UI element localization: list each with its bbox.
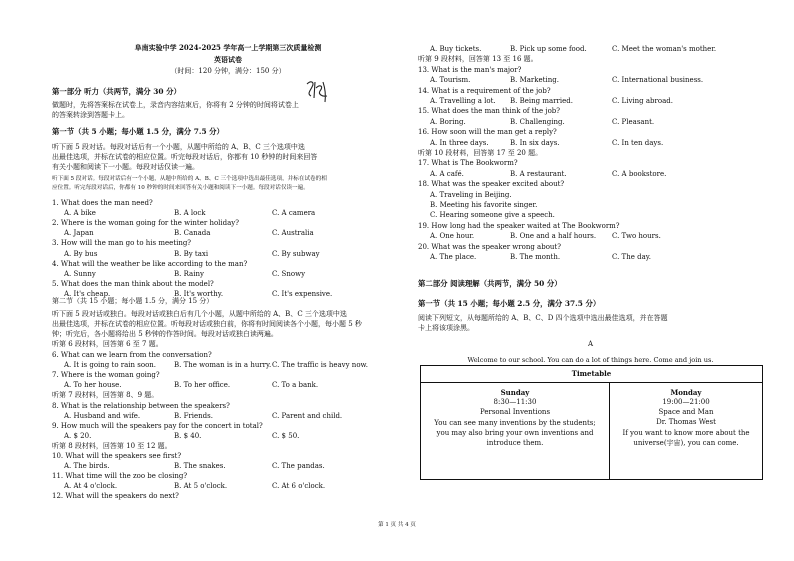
answer-option: C. Pleasant. [612, 117, 655, 126]
answer-option: A. Japan [64, 229, 94, 238]
answer-option: A. Husband and wife. [64, 411, 141, 420]
answer-option: A. Travelling a lot. [430, 97, 496, 105]
handwritten-signature [303, 78, 333, 106]
question-stem: 12. What will the speakers do next? [52, 492, 179, 501]
answer-option: A. A café. [430, 169, 464, 178]
page-footer: 第 1 页 共 4 页 [378, 522, 416, 528]
section1-heading: 第一节（共 5 小题；每小题 1.5 分，满分 7.5 分） [52, 127, 224, 136]
answer-option: B. A restaurant. [510, 169, 567, 178]
question-stem: 15. What does the man think of the job? [418, 107, 561, 116]
question-stem: 18. What was the speaker excited about? [418, 180, 565, 189]
answer-option: A. Traveling in Beijing. [430, 190, 512, 199]
answer-option: A. It is going to rain soon. [64, 361, 157, 370]
answer-option: B. Rainy [174, 269, 204, 278]
reading-section1-heading: 第一节（共 15 小题；每小题 2.5 分，满分 37.5 分） [418, 299, 601, 308]
answer-option: C. A camera [272, 209, 316, 218]
answer-option: A. To her house. [64, 381, 122, 390]
section1-instruction: 应位置。听完每段对话后，你都有 10 秒钟的时间来回答有关小题和阅读下一小题。每段对话仅读一遍。 [52, 185, 309, 191]
answer-option: B. At 5 o'clock. [174, 482, 228, 491]
answer-option: B. Pick up some food. [510, 45, 587, 53]
answer-option: C. The day. [612, 253, 652, 261]
answer-option: C. Living abroad. [612, 97, 673, 105]
question-stem: 7. Where is the woman going? [52, 371, 160, 380]
reading-instruction: 阅读下列短文，从每题所给的 A、B、C、D 四个选项中选出最佳选项，并在答题 [418, 314, 668, 322]
sunday-event: Personal Inventions [479, 408, 551, 416]
answer-option: C. It's expensive. [272, 289, 333, 298]
question-stem: 8. What is the relationship between the speakers? [52, 401, 230, 410]
section1-instruction: 出最佳选项，并标在试卷的相应位置。听完每段对话后，你都有 10 秒钟的时间来回答 [52, 153, 318, 161]
sunday-desc: You can see many inventions by the students; [434, 419, 596, 427]
answer-option: A. It's cheap. [64, 289, 111, 298]
question-stem: 13. What is the man's major? [418, 65, 522, 74]
question-stem: 20. What was the speaker wrong about? [418, 242, 561, 251]
part1-instruction: 做题时，先将答案标在试卷上，录音内容结束后，你将有 2 分钟的时间将试卷上 [52, 101, 299, 109]
section1-instruction: 有关小题和阅读下一小题。每段对话仅读一遍。 [52, 163, 199, 171]
sunday-desc: you may also bring your own inventions and [436, 429, 594, 437]
section2-instruction: 听第 6 段材料，回答第 6 至 7 题。 [52, 340, 163, 348]
reading-instruction: 卡上将该项涂黑。 [418, 324, 474, 332]
answer-option: C. To a bank. [272, 381, 319, 390]
question-stem: 9. How much will the speakers pay for the concert in total? [52, 421, 263, 430]
monday-desc: universe(宇宙), you can come. [633, 439, 739, 447]
answer-option: B. The snakes. [174, 462, 226, 471]
answer-option: B. Marketing. [510, 76, 559, 85]
answer-option: A. Sunny [64, 269, 96, 278]
answer-option: B. Meeting his favorite singer. [430, 201, 538, 209]
question-stem: 17. What is The Bookworm? [418, 159, 518, 168]
answer-option: C. At 6 o'clock. [272, 482, 326, 491]
monday-event: Space and Man [658, 408, 714, 416]
answer-option: B. Friends. [174, 411, 213, 420]
section2-heading: 第二节（共 15 小题；每小题 1.5 分，满分 15 分） [52, 297, 214, 305]
answer-option: C. Snowy [272, 269, 306, 278]
section1-instruction: 听下面 5 段对话。每段对话后有一个小题，从题中所给的 A、B、C 三个选项中选出最佳选项，并标在试卷的相 [52, 176, 327, 182]
material-note: 听第 8 段材料，回答第 10 至 12 题。 [52, 441, 172, 450]
passage-intro: Welcome to our school. You can do a lot of things here. Come and join us. [467, 356, 714, 364]
answer-option: A. One hour. [430, 232, 475, 241]
sunday-desc: introduce them. [486, 439, 544, 447]
answer-option: C. Two hours. [612, 232, 661, 241]
answer-option: A. The birds. [64, 462, 110, 471]
material-note: 听第 10 段材料，回答第 17 至 20 题。 [418, 149, 543, 157]
timetable-title: Timetable [571, 369, 612, 378]
section2-instruction: 出最佳选项，并标在试卷的相应位置。听每段对话或独白前，你将有时间阅读各个小题，每小题 5 秒 [52, 320, 362, 328]
answer-option: A. A bike [64, 209, 96, 218]
passage-letter: A [587, 340, 594, 348]
monday-speaker: Dr. Thomas West [656, 418, 716, 426]
timetable [420, 365, 763, 480]
monday-time: 19:00—21:00 [662, 398, 710, 406]
question-stem: 4. What will the weather be like according to the man? [52, 259, 248, 268]
question-stem: 14. What is a requirement of the job? [418, 86, 551, 95]
answer-option: B. A lock [174, 209, 206, 218]
question-stem: 3. How will the man go to his meeting? [52, 239, 192, 248]
answer-option: C. International business. [612, 76, 704, 85]
answer-option: C. Parent and child. [272, 411, 343, 420]
answer-option: C. $ 50. [272, 431, 300, 440]
answer-option: B. It's worthy. [174, 289, 224, 298]
question-stem: 5. What does the man think about the model? [52, 279, 214, 288]
question-stem: 1. What does the man need? [52, 199, 153, 207]
answer-option: C. Hearing someone give a speech. [430, 211, 555, 220]
answer-option: C. Australia [272, 229, 314, 238]
answer-option: B. Canada [174, 229, 211, 238]
answer-option: B. One and a half hours. [510, 232, 597, 241]
sunday-day: Sunday [500, 388, 530, 397]
answer-option: A. Boring. [430, 117, 466, 126]
exam-subtitle: 英语试卷 [214, 55, 242, 64]
material-note: 听第 7 段材料，回答第 8、9 题。 [52, 391, 159, 400]
monday-desc: If you want to know more about the [622, 429, 750, 437]
answer-option: B. Challenging. [510, 117, 565, 126]
question-stem: 2. Where is the woman going for the winter holiday? [52, 219, 240, 228]
section2-instruction: 听下面 5 段对话或独白。每段对话或独白后有几个小题，从题中所给的 A、B、C 三个选项中选 [52, 310, 347, 318]
answer-option: A. At 4 o'clock. [64, 482, 118, 491]
answer-option: B. Being married. [510, 97, 573, 105]
section2-instruction: 钟；听完后，各小题将给出 5 秒钟的作答时间。每段对话或独白读两遍。 [52, 330, 278, 338]
part1-instruction: 的答案转涂到答题卡上。 [52, 111, 129, 119]
answer-option: B. To her office. [174, 381, 231, 390]
answer-option: C. In ten days. [612, 138, 664, 147]
answer-option: B. $ 40. [174, 431, 202, 440]
time-info: （时间：120 分钟，满分：150 分） [170, 67, 286, 75]
answer-option: A. $ 20. [64, 431, 92, 440]
part1-heading: 第一部分 听力（共两节，满分 30 分） [52, 87, 181, 96]
answer-option: C. Meet the woman's mother. [612, 45, 717, 53]
answer-option: B. In six days. [510, 138, 560, 147]
answer-option: A. Buy tickets. [430, 45, 482, 53]
answer-option: B. The month. [510, 253, 561, 261]
timetable-header [421, 366, 762, 383]
answer-option: B. The woman is in a hurry. [174, 361, 272, 370]
sunday-time: 8:30—11:30 [493, 398, 537, 406]
answer-option: C. The pandas. [272, 462, 325, 471]
question-stem: 16. How soon will the man get a reply? [418, 128, 557, 137]
part2-heading: 第二部分 阅读理解（共两节，满分 50 分） [418, 279, 562, 288]
answer-option: C. A bookstore. [612, 169, 667, 178]
exam-title: 阜南实验中学 2024-2025 学年高一上学期第三次质量检测 [134, 43, 322, 52]
question-stem: 11. What time will the zoo be closing? [52, 472, 188, 481]
answer-option: A. Tourism. [430, 76, 471, 85]
question-stem: 19. How long had the speaker waited at The Bookworm? [418, 221, 620, 230]
section1-instruction: 听下面 5 段对话。每段对话后有一个小题，从题中所给的 A、B、C 三个选项中选 [52, 143, 305, 151]
answer-option: A. In three days. [430, 138, 489, 147]
answer-option: A. By bus [64, 249, 98, 258]
answer-option: C. By subway [272, 249, 320, 258]
answer-option: A. The place. [430, 253, 477, 261]
answer-option: B. By taxi [174, 249, 209, 258]
material-note: 听第 9 段材料，回答第 13 至 16 题。 [418, 55, 538, 64]
monday-day: Monday [670, 388, 702, 397]
answer-option: C. The traffic is heavy now. [272, 361, 368, 370]
question-stem: 6. What can we learn from the conversation? [52, 351, 212, 359]
question-stem: 10. What will the speakers see first? [52, 452, 182, 460]
